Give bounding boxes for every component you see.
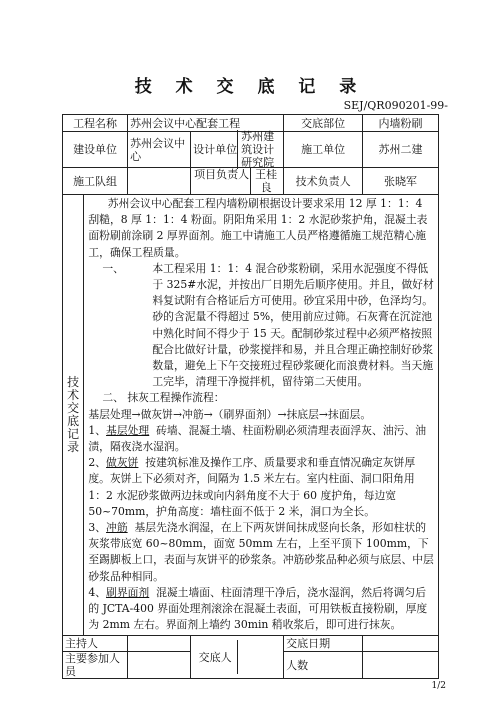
pm-label: 项目负责人	[194, 168, 250, 181]
topic-label: 交底部位	[284, 115, 363, 132]
pm-value: 王桂良	[250, 168, 281, 194]
designer-cell	[191, 132, 284, 168]
designer-value: 苏州建筑设计研究院	[237, 130, 281, 169]
host-label: 主持人	[63, 636, 128, 652]
date-value	[363, 636, 439, 652]
section-2-title: 二、 抹灰工程操作流程：	[102, 391, 225, 405]
section-1	[88, 261, 434, 391]
section-2-flow: 基层处理→做灰饼→冲筋→（刷界面剂）→抹底层→抹面层。	[88, 407, 372, 421]
item-4	[88, 585, 434, 634]
project-name-value: 苏州会议中心配套工程	[128, 115, 284, 132]
date-label: 交底日期	[284, 636, 363, 652]
row-content	[63, 195, 439, 636]
item-1-number: 1、	[88, 423, 107, 437]
contractor-value: 苏州二建	[363, 132, 439, 168]
builder-value	[128, 132, 191, 168]
item-1-heading: 基层处理	[106, 423, 150, 437]
topic-value: 内墙粉刷	[363, 115, 439, 132]
designer-label: 设计单位	[193, 143, 238, 156]
side-label	[63, 195, 84, 636]
disclosure-table	[62, 114, 439, 679]
attendees-label: 主要参加人员	[63, 652, 128, 679]
section-1-text: 本工程采用 1：1：4 混合砂浆粉刷，采用水泥强度不得低于 325#水泥，并按出厂日期先后顺序使用。并且，做好材料复试附有合格证后方可使用。砂宜采用中砂，色泽均匀。砂的含泥量不得超过 5%，使用前应过筛。石灰膏在沉淀池中熟化时间不得少于 15 天。配制砂浆过程中必须严格按照配合比做好计量，砂浆搅拌和易，并且合理正确控制好砂浆数量，避免上下午交接班过程砂浆硬化而浪费材料。当天施工完毕，清理干净搅拌机，留待第二天使用。	[152, 261, 434, 389]
item-2	[88, 455, 434, 520]
handover-cell	[191, 636, 284, 679]
team-value	[128, 168, 191, 195]
item-4-number: 4、	[88, 585, 107, 599]
document-number: SEJ/QR090201-99-	[343, 99, 448, 112]
host-value	[128, 636, 191, 652]
item-4-heading: 刷界面剂	[106, 585, 150, 599]
side-char-2: 术	[67, 388, 80, 403]
count-label: 人数	[284, 652, 363, 679]
item-3-text: 基层先浇水润湿，在上下两灰饼间抹成竖向长条，形如柱状的灰浆带底宽 60~80mm，面宽 50mm 左右，上至平顶下 100mm，下至踢脚板上口，表面与灰饼平的砂浆条。冲筋砂浆品种必须与底层、中层砂浆品种相同。	[88, 521, 434, 583]
builder-label: 建设单位	[63, 132, 128, 168]
section-1-number: 一、	[102, 261, 124, 275]
side-char-1: 技	[67, 375, 80, 390]
item-1-text: 砖墙、混凝土墙、柱面粉刷必须清理表面浮灰、油污、油渍，隔夜浇水湿润。	[88, 423, 427, 454]
row-host	[63, 636, 439, 652]
builder-value-text: 苏州会议中心	[130, 136, 186, 163]
tech-value: 张晓军	[363, 168, 439, 195]
item-3	[88, 520, 434, 585]
row-project	[63, 115, 439, 132]
side-char-3: 交	[67, 401, 80, 416]
row-units	[63, 132, 439, 168]
team-label: 施工队组	[63, 168, 128, 195]
item-2-number: 2、	[88, 456, 107, 470]
count-value	[363, 652, 439, 679]
side-char-6: 录	[67, 440, 80, 455]
row-team	[63, 168, 439, 195]
item-1	[88, 423, 434, 455]
content-body	[84, 195, 439, 636]
contractor-label: 施工单位	[284, 132, 363, 168]
item-4-text: 混凝土墙面、柱面清理干净后，浇水湿润，然后将调匀后的 JCTA-400 界面处理剂滚涂在混凝土表面，可用铁板直接粉刷，厚度为 2mm 左右。界面剂上墙约 30min 稍收浆后，即可进行抹灰。	[88, 585, 428, 632]
pm-cell	[191, 168, 284, 195]
handover-value	[237, 640, 281, 674]
page-number: 1/2	[431, 681, 446, 691]
item-3-number: 3、	[88, 521, 107, 535]
intro-paragraph: 苏州会议中心配套工程内墙粉刷根据设计要求采用 12 厚 1：1：4 刮糙，8 厚 1：1：4 粉面。阴阳角采用 1：2 水泥砂浆护角，混凝土表面粉刷前涂刷 2 厚界面剂。施工中请施工人员严格遵循施工规范精心施工，确保工程质量。	[88, 197, 428, 259]
side-char-5: 记	[67, 427, 80, 442]
document-title: 技 术 交 底 记 录	[134, 77, 366, 97]
handover-label: 交底人	[198, 650, 232, 664]
item-3-heading: 冲筋	[106, 521, 128, 535]
attendees-value	[128, 652, 191, 679]
item-2-text: 按建筑标准及操作工序、质量要求和垂直情况确定灰饼厚度。灰饼上下必须对齐，间隔为 1.5 米左右。室内柱面、洞口阳角用 1：2 水泥砂浆做两边抹或向内斜角度不大于 60 度护角，每边宽 50~70mm，护角高度：墙柱面不低于 2 米，洞口为全长。	[88, 456, 416, 518]
item-2-heading: 做灰饼	[106, 456, 139, 470]
tech-label: 技术负责人	[284, 168, 363, 195]
side-char-4: 底	[67, 414, 80, 429]
project-name-label: 工程名称	[63, 115, 128, 132]
